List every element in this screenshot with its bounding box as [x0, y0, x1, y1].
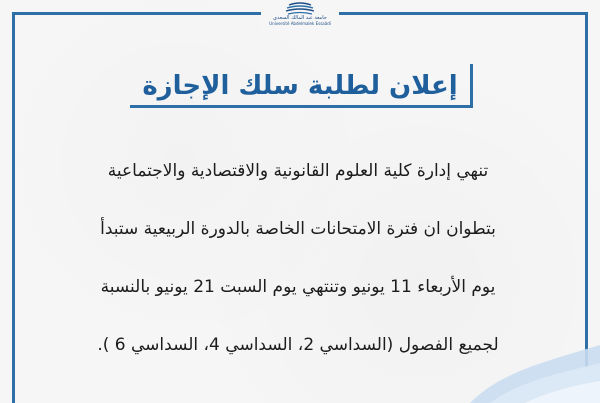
logo-arabic-name: جامعة عبد المالك السعدي	[273, 15, 327, 21]
body-line-1: تنهي إدارة كلية العلوم القانونية والاقتصادية والاجتماعية	[107, 161, 489, 181]
body-line-4: لجميع الفصول (السداسي 2، السداسي 4، السداسي 6 ).	[97, 335, 499, 355]
body-line-2: بتطوان ان فترة الامتحانات الخاصة بالدورة الربيعية ستبدأ	[100, 219, 496, 239]
university-logo	[261, 0, 339, 30]
title-box	[130, 64, 473, 108]
decorative-wave-corner	[470, 333, 600, 403]
body-line-3: يوم الأربعاء 11 يونيو وتنتهي يوم السبت 21 يونيو بالنسبة	[100, 277, 496, 297]
logo-wave-icon	[283, 1, 317, 16]
logo-english-name: Université Abdelmalek Essaâdi	[269, 21, 331, 26]
announcement-title: إعلان لطلبة سلك الإجازة	[142, 71, 458, 101]
